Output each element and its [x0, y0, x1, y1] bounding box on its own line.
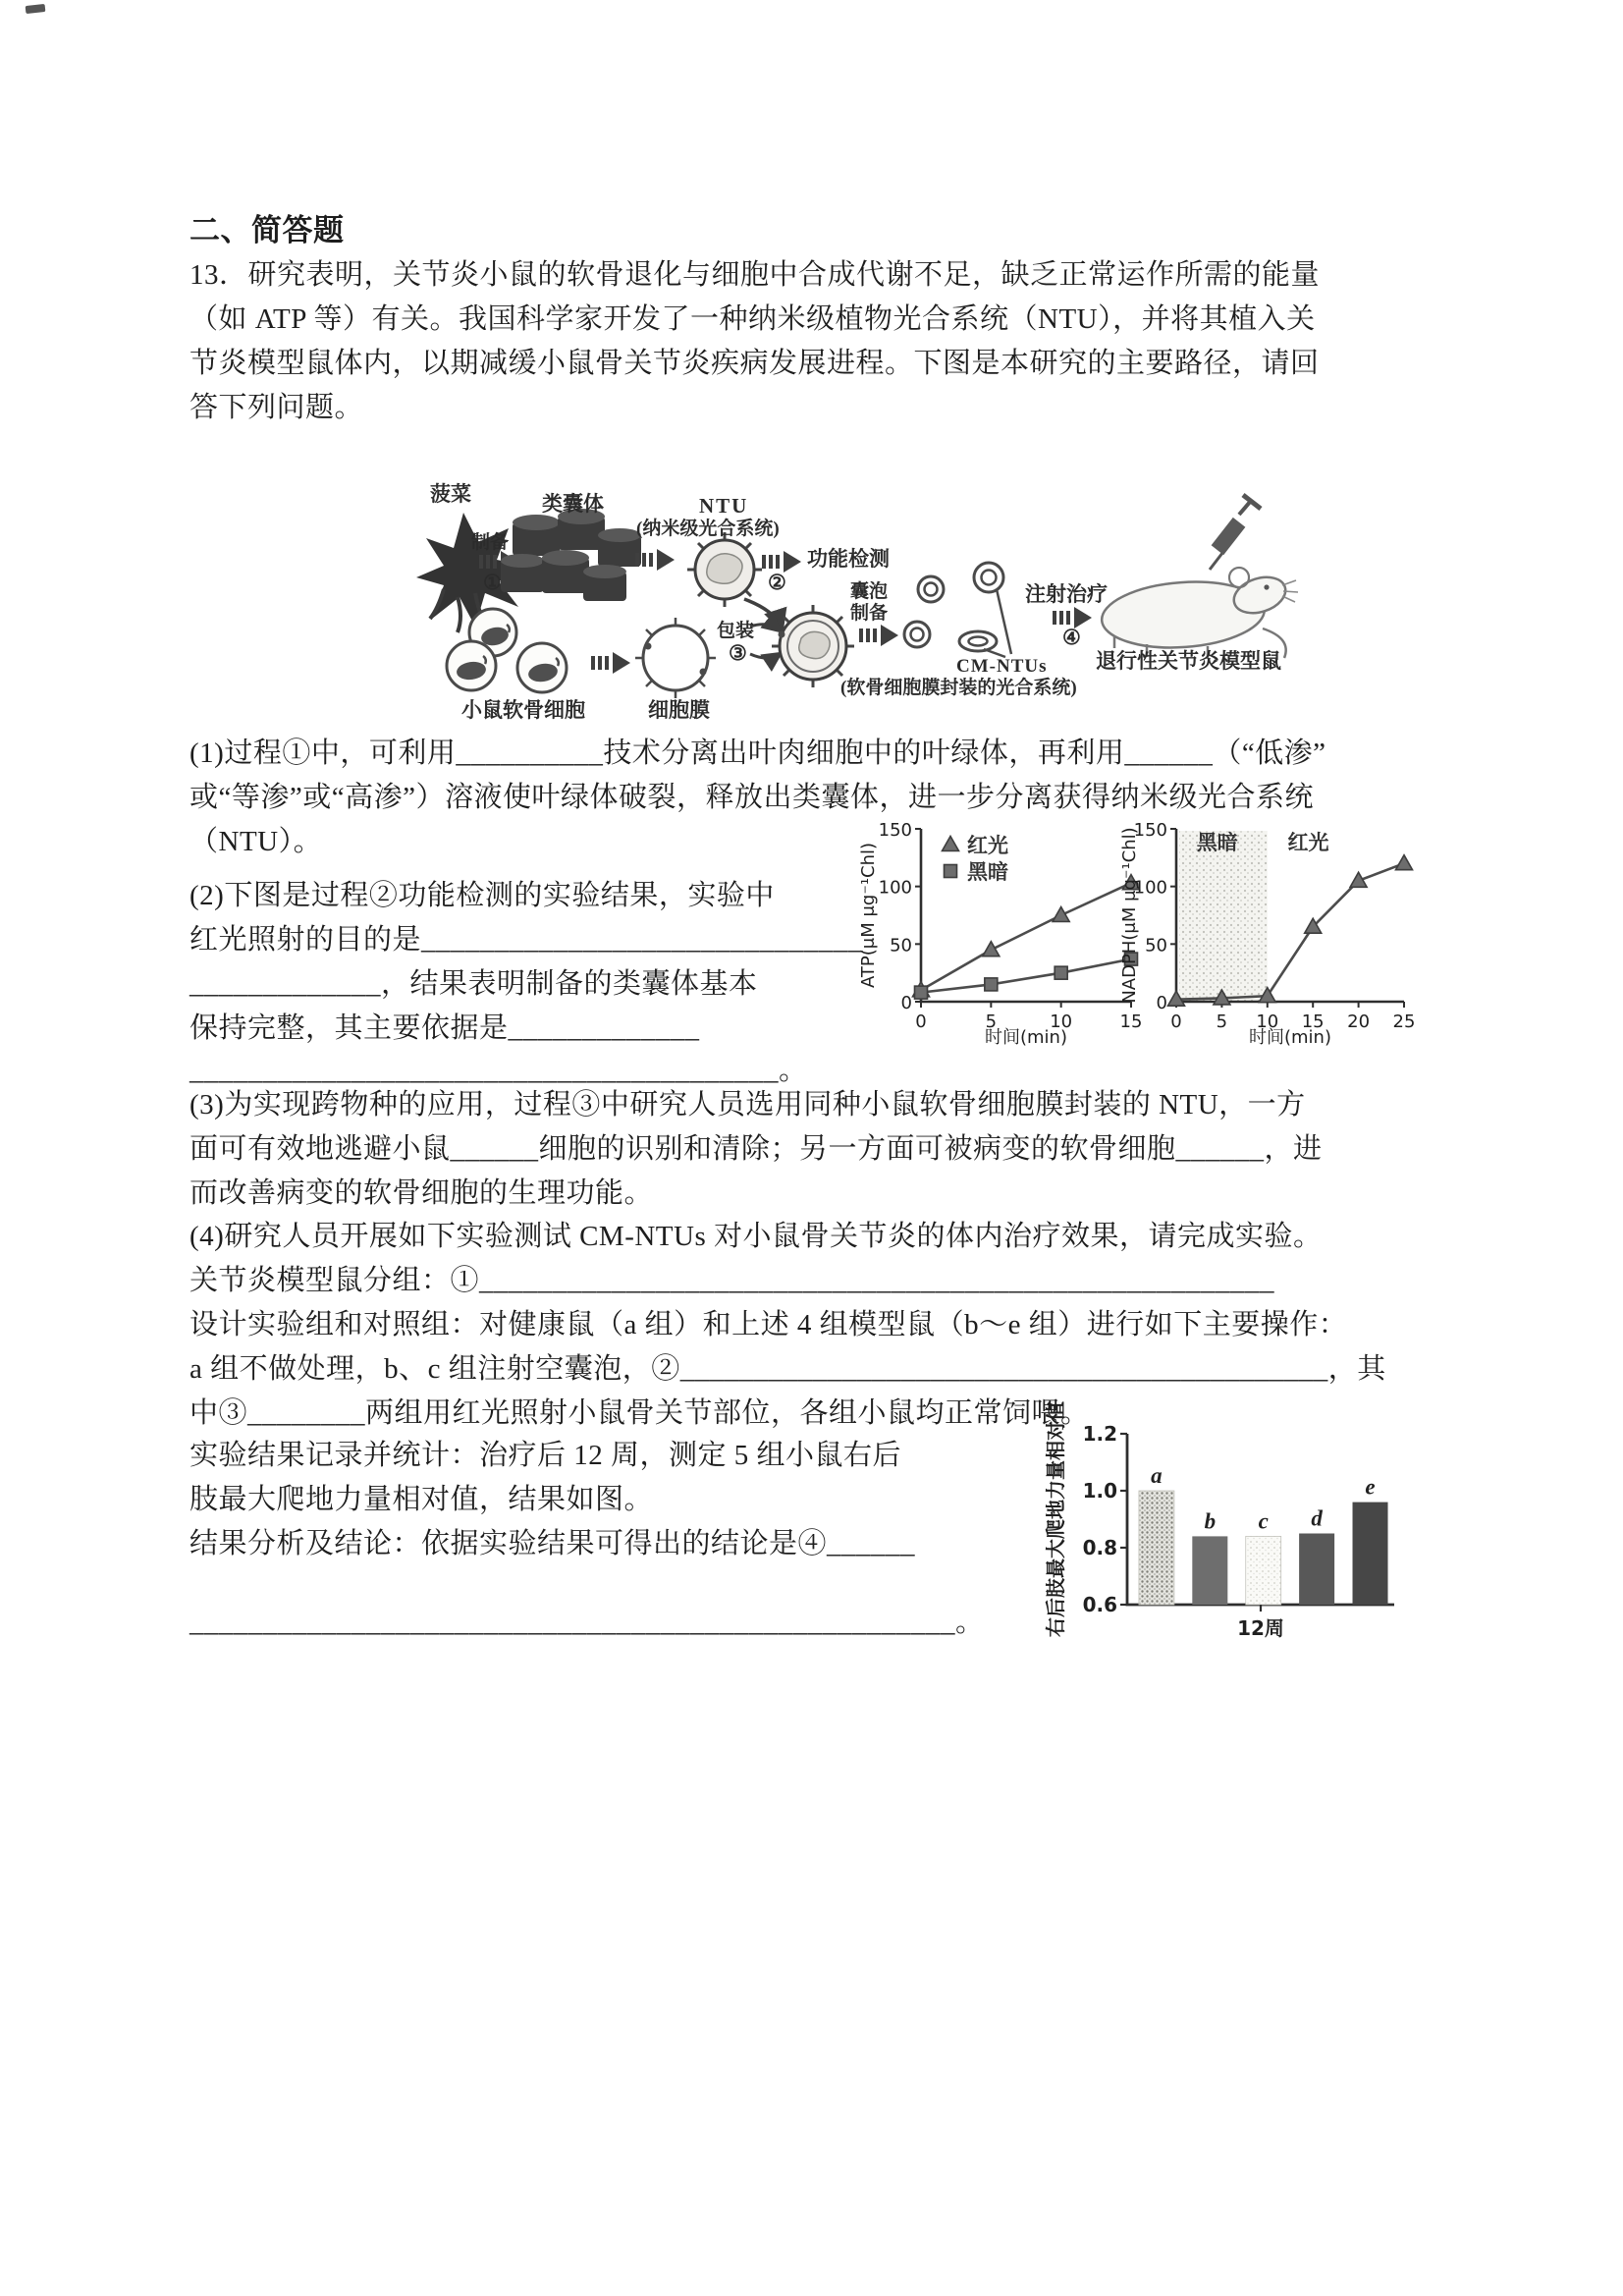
q13-intro-line-4: 答下列问题。	[189, 392, 364, 423]
ntu-label: NTU	[699, 494, 749, 518]
pathway-diagram-art	[226, 479, 1365, 737]
svg-text:ATP(μM μg⁻¹Chl): ATP(μM μg⁻¹Chl)	[858, 842, 879, 989]
q2-line-4: 保持完整，其主要依据是_____________	[189, 1012, 700, 1044]
prep-label: 制备	[471, 532, 510, 553]
q4-line-1: (4)研究人员开展如下实验测试 CM-NTUs 对小鼠骨关节炎的体内治疗效果，请完成实验。	[189, 1221, 1323, 1252]
step1-label: ①	[483, 571, 502, 594]
vesicle-prep-label-2: 制备	[850, 603, 889, 624]
svg-text:e: e	[1365, 1474, 1376, 1500]
step3-label: ③	[729, 641, 747, 665]
chondrocyte-icon	[447, 609, 567, 692]
svg-text:15: 15	[1301, 1011, 1325, 1032]
membrane-icon	[635, 618, 716, 698]
svg-text:1.2: 1.2	[1082, 1422, 1117, 1446]
grip-force-bar-chart	[1043, 1398, 1408, 1646]
svg-text:0: 0	[1170, 1011, 1182, 1032]
svg-text:50: 50	[1145, 935, 1167, 957]
svg-text:d: d	[1311, 1505, 1323, 1531]
svg-text:0: 0	[900, 993, 912, 1013]
q4-result-line-3: 结果分析及结论：依据实验结果可得出的结论是④______	[189, 1528, 916, 1559]
q3-line-1: (3)为实现跨物种的应用，过程③中研究人员选用同种小鼠软骨细胞膜封装的 NTU，一方	[189, 1089, 1306, 1121]
q13-intro-line-2: （如 ATP 等）有关。我国科学家开发了一种纳米级植物光合系统（NTU），并将其植入关	[189, 303, 1316, 335]
cm-ntus-sub-label: (软骨细胞膜封装的光合系统)	[840, 678, 1077, 698]
q1-line-3: （NTU）。	[189, 826, 323, 857]
q3-line-2: 面可有效地逃避小鼠______细胞的识别和清除；另一方面可被病变的软骨细胞______，进	[189, 1133, 1323, 1165]
svg-text:1.0: 1.0	[1082, 1479, 1117, 1503]
svg-text:红光: 红光	[1287, 831, 1329, 855]
q3-line-3: 而改善病变的软骨细胞的生理功能。	[189, 1177, 654, 1209]
inject-label: 注射治疗	[1025, 582, 1108, 606]
pack-label: 包装	[717, 621, 755, 641]
svg-text:25: 25	[1392, 1011, 1416, 1032]
ntu-icon	[687, 532, 762, 607]
svg-text:黑暗: 黑暗	[967, 860, 1008, 884]
vesicle-prep-label-1: 囊泡	[850, 581, 889, 602]
svg-text:12周: 12周	[1237, 1616, 1284, 1640]
q4-line-2: 关节炎模型鼠分组：①______________________________________________________	[189, 1265, 1275, 1296]
q13-intro-line-3: 节炎模型鼠体内，以期减缓小鼠骨关节炎疾病发展进程。下图是本研究的主要路径，请回	[189, 348, 1320, 379]
section-header: 二、简答题	[189, 213, 345, 247]
spinach-label: 菠菜	[430, 482, 471, 506]
cm-ntus-label: CM-NTUs	[956, 656, 1048, 677]
step2-label: ②	[768, 571, 786, 594]
svg-text:右后肢最大爬地力量相对值: 右后肢最大爬地力量相对值	[1044, 1401, 1067, 1637]
svg-text:0.8: 0.8	[1082, 1536, 1117, 1559]
ntu-sub-label: (纳米级光合系统)	[636, 519, 780, 539]
nadph-line-chart	[1119, 813, 1418, 1049]
atp-chart-svg	[858, 813, 1143, 1049]
mouse-icon	[1100, 495, 1298, 659]
q4-line-3: 设计实验组和对照组：对健康鼠（a 组）和上述 4 组模型鼠（b～e 组）进行如下主要操作：	[189, 1309, 1348, 1340]
svg-text:10: 10	[1050, 1011, 1073, 1032]
arrow-vesicle-prep	[859, 625, 898, 646]
q4-result-line-4: ____________________________________________________。	[189, 1607, 985, 1638]
svg-text:时间(min): 时间(min)	[1249, 1027, 1331, 1048]
thylakoid-icon	[501, 509, 641, 601]
svg-text:b: b	[1204, 1508, 1217, 1534]
q4-line-5: 中③________两组用红光照射小鼠骨关节部位，各组小鼠均正常饲喂。	[189, 1397, 1090, 1429]
arrow-func-test	[762, 551, 801, 573]
arrow-pack-bottom	[750, 654, 780, 658]
svg-text:0: 0	[915, 1011, 927, 1032]
grip-force-chart-svg	[1043, 1398, 1408, 1646]
svg-text:150: 150	[878, 820, 912, 841]
func-test-label: 功能检测	[807, 547, 890, 571]
svg-text:0.6: 0.6	[1082, 1593, 1117, 1616]
atp-line-chart	[858, 813, 1143, 1049]
membrane-label: 细胞膜	[648, 698, 710, 722]
packaged-ntu-icon	[772, 605, 854, 687]
scan-artifact	[26, 4, 46, 14]
q2-line-3: _____________，结果表明制备的类囊体基本	[189, 968, 758, 1000]
svg-text:NADPH(μM μg⁻¹Chl): NADPH(μM μg⁻¹Chl)	[1119, 827, 1140, 1004]
q2-line-5: ________________________________________。	[189, 1055, 808, 1086]
svg-text:时间(min): 时间(min)	[985, 1027, 1067, 1048]
svg-text:50: 50	[890, 935, 912, 957]
svg-text:150: 150	[1133, 820, 1167, 841]
q4-result-line-2: 肢最大爬地力量相对值，结果如图。	[189, 1484, 654, 1515]
svg-text:100: 100	[1133, 877, 1167, 899]
q13-intro-line-1: 13．研究表明，关节炎小鼠的软骨退化与细胞中合成代谢不足，缺乏正常运作所需的能量	[189, 259, 1321, 291]
q2-line-2: 红光照射的目的是______________________________	[189, 924, 864, 956]
syringe-icon	[1210, 495, 1261, 570]
model-mouse-label: 退行性关节炎模型鼠	[1096, 649, 1281, 673]
svg-text:100: 100	[878, 877, 912, 899]
svg-text:a: a	[1151, 1463, 1163, 1488]
svg-text:红光: 红光	[967, 834, 1008, 857]
vesicles-icon	[904, 563, 1011, 657]
chondrocyte-label: 小鼠软骨细胞	[461, 698, 585, 722]
svg-text:15: 15	[1119, 1011, 1143, 1032]
svg-text:黑暗: 黑暗	[1196, 831, 1238, 855]
nadph-chart-svg	[1119, 813, 1418, 1049]
q4-result-line-1: 实验结果记录并统计：治疗后 12 周，测定 5 组小鼠右后	[189, 1440, 902, 1471]
step4-label: ④	[1062, 626, 1081, 649]
q1-line-1: (1)过程①中，可利用__________技术分离出叶肉细胞中的叶绿体，再利用______（“低渗”	[189, 738, 1326, 769]
q2-line-1: (2)下图是过程②功能检测的实验结果，实验中	[189, 880, 775, 911]
svg-text:10: 10	[1256, 1011, 1279, 1032]
svg-text:c: c	[1258, 1508, 1269, 1534]
pathway-diagram	[226, 479, 1365, 737]
svg-text:5: 5	[985, 1011, 998, 1032]
svg-text:5: 5	[1216, 1011, 1228, 1032]
q1-line-2: 或“等渗”或“高渗”）溶液使叶绿体破裂，释放出类囊体，进一步分离获得纳米级光合系统	[189, 782, 1314, 813]
svg-text:20: 20	[1347, 1011, 1371, 1032]
q4-line-4: a 组不做处理，b、c 组注射空囊泡，②____________________________________________，其	[189, 1353, 1386, 1385]
arrow-to-membrane	[591, 652, 630, 674]
svg-text:0: 0	[1156, 993, 1167, 1013]
arrow-pack-top	[750, 625, 780, 630]
thylakoid-label: 类囊体	[542, 492, 604, 516]
